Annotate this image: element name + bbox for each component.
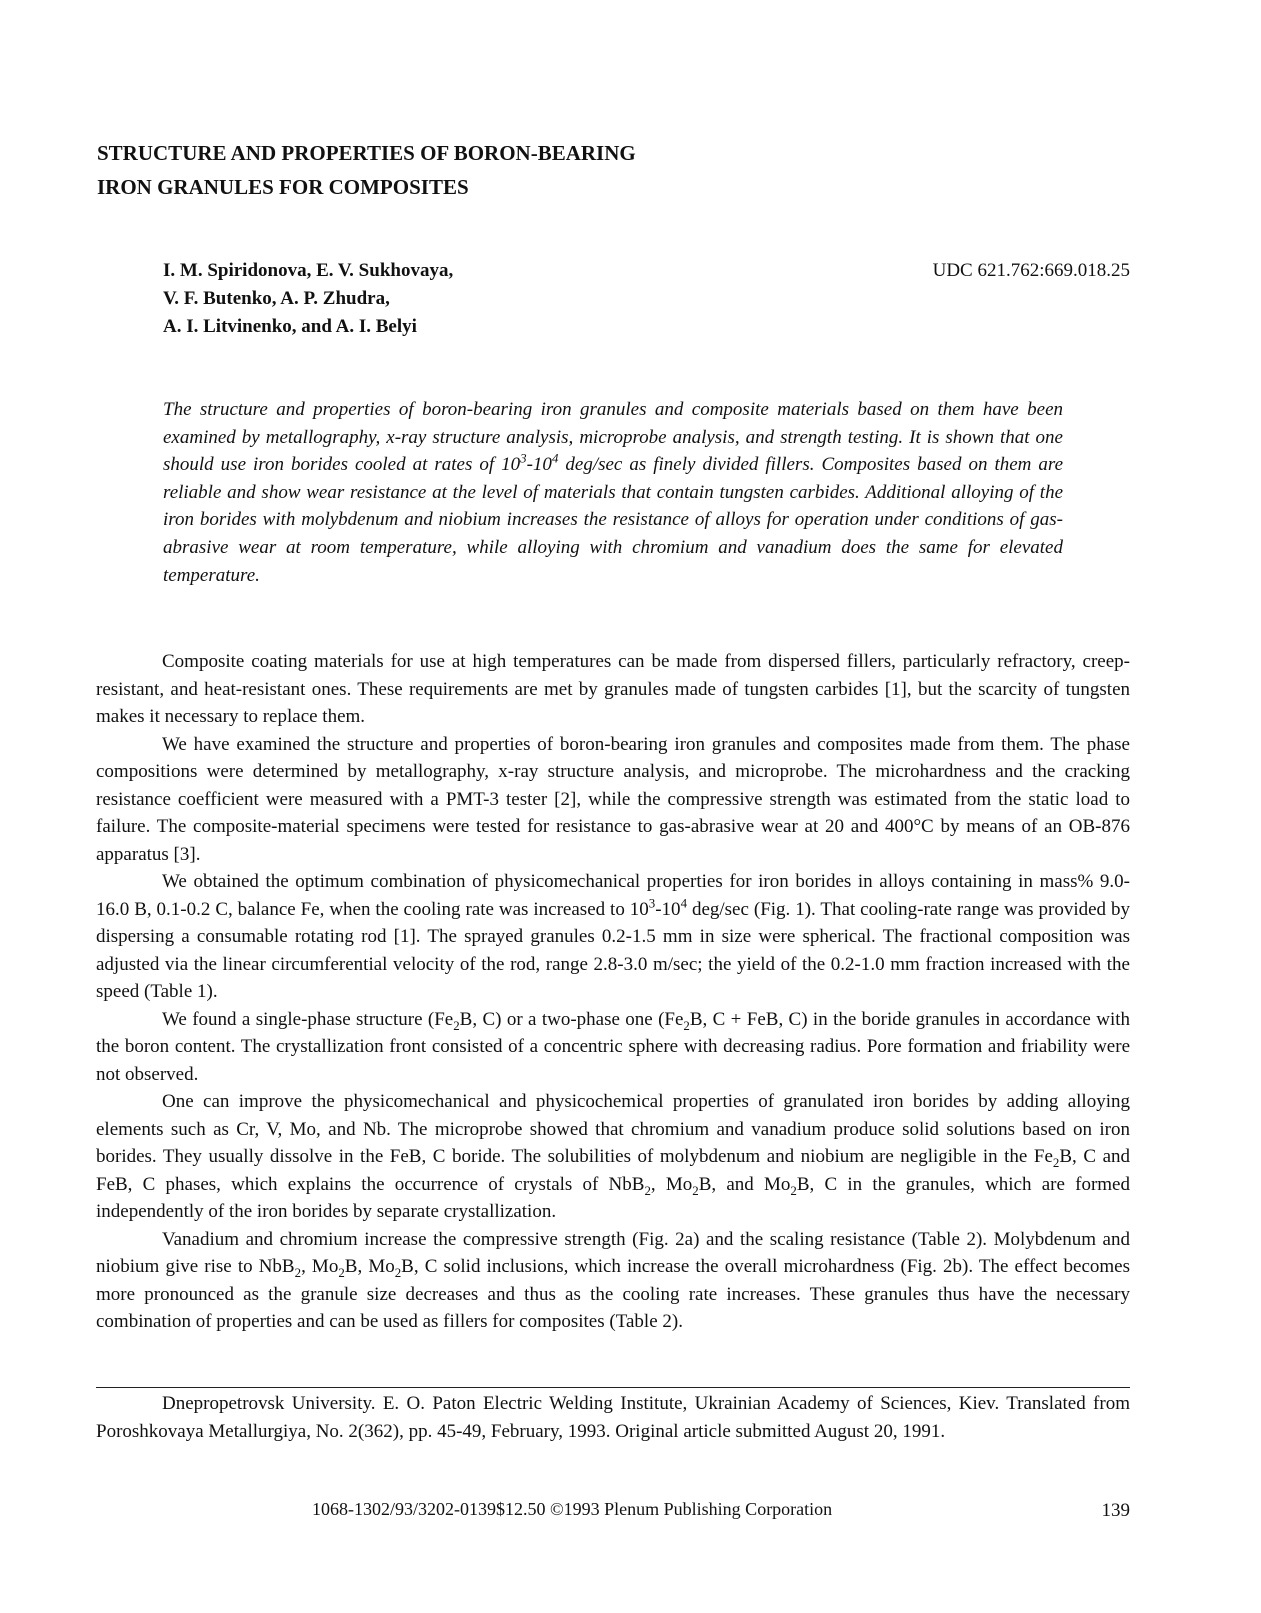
paragraph: Composite coating materials for use at high temperatures can be made from dispersed fillers, particularly refractory, creep-resistant, and heat-resistant ones. These requirements are met by granules made of tungsten carbides [1], but the scarcity of tungsten makes it necessary to replace them. xyxy=(96,651,1130,727)
paragraph: We have examined the structure and properties of boron-bearing iron granules and composites made from them. The phase compositions were determined by metallography, x-ray structure analysis, and microprobe. The microhardness and the cracking resistance coefficient were measured with a PMT-3 tester [2], while the compressive strength was estimated from the static load to failure. The composite-material specimens were tested for resistance to gas-abrasive wear at 20 and 400°C by means of an OB-876 apparatus [3]. xyxy=(96,733,1130,865)
text-run: One can improve the physicomechanical and physicochemical properties of granulated iron borides by adding alloying elements such as Cr, V, Mo, and Nb. The microprobe showed that chromium and vanadium produce solid solutions based on iron borides. They usually dissolve in the FeB, C boride. The solubilities of molybdenum and niobium are negligible in the Fe xyxy=(96,1091,1130,1167)
text-run: B, C) or a two-phase one (Fe xyxy=(459,1008,684,1030)
text-run: B, Mo xyxy=(344,1256,395,1277)
superscript: 3 xyxy=(648,895,656,911)
text-run: , Mo xyxy=(650,1173,693,1195)
footnote-divider xyxy=(96,1387,1130,1388)
paragraph xyxy=(96,1226,1130,1336)
author-line: V. F. Butenko, A. P. Zhudra, xyxy=(163,288,390,309)
abstract xyxy=(163,396,1063,589)
text-run: -10 xyxy=(655,898,681,920)
paragraph xyxy=(96,1088,1130,1226)
footnote-text: Dnepropetrovsk University. E. O. Paton Electric Welding Institute, Ukrainian Academy of Sciences, Kiev. Translated from Poroshkovaya Metallurgiya, No. 2(362), pp. 45-49, February, 1993. Original article submitted August 20, 1991. xyxy=(96,1393,1130,1442)
title-line: IRON GRANULES FOR COMPOSITES xyxy=(97,175,469,199)
subscript: 2 xyxy=(1052,1154,1060,1170)
text-run: B, C and FeB, C phases, which explains the occurrence of crystals of NbB xyxy=(96,1146,1130,1195)
affiliation-footnote xyxy=(96,1390,1130,1445)
abstract-text: The structure and properties of boron-bearing iron granules and composite materials based on them have been examined by metallography, x-ray structure analysis, microprobe analysis, and strength testing. It is shown that one should use iron borides cooled at rates of 10 xyxy=(163,399,1063,476)
title-line: STRUCTURE AND PROPERTIES OF BORON-BEARING xyxy=(97,141,636,165)
subscript: 2 xyxy=(692,1182,699,1198)
superscript: 3 xyxy=(520,450,527,466)
author-list xyxy=(163,257,763,341)
superscript: 4 xyxy=(680,895,688,911)
superscript: 4 xyxy=(551,450,559,466)
subscript: 2 xyxy=(453,1017,460,1033)
subscript: 2 xyxy=(294,1264,302,1280)
abstract-text: -10 xyxy=(526,454,552,476)
author-line: A. I. Litvinenko, and A. I. Belyi xyxy=(163,316,417,337)
paragraph xyxy=(96,1006,1130,1089)
page-number: 139 xyxy=(1101,1500,1130,1521)
subscript: 2 xyxy=(394,1264,402,1280)
text-run: We obtained the optimum combination of physicomechanical properties for iron borides in alloys containing in mass% 9.0-16.0 B, 0.1-0.2 C, balance Fe, when the cooling rate was increased to 10 xyxy=(96,871,1130,920)
paragraph xyxy=(96,868,1130,1006)
subscript: 2 xyxy=(683,1017,690,1033)
text-run: deg/sec (Fig. 1). That cooling-rate range was provided by dispersing a consumable rotating rod [1]. The sprayed granules 0.2-1.5 mm in size were spherical. The fractional composition was adjusted via the linear circumferential velocity of the rod, range 2.8-3.0 m/sec; the yield of the 0.2-1.0 mm fraction increased with the speed (Table 1). xyxy=(96,898,1130,1002)
copyright-line: 1068-1302/93/3202-0139$12.50 ©1993 Plenum Publishing Corporation xyxy=(312,1499,833,1519)
article-title xyxy=(97,136,997,204)
subscript: 2 xyxy=(338,1264,345,1280)
text-run: B, C solid inclusions, which increase the overall microhardness (Fig. 2b). The effect becomes more pronounced as the granule size decreases and thus as the cooling rate increases. These granules thus have the necessary combination of properties and can be used as fillers for composites (Table 2). xyxy=(96,1256,1130,1332)
subscript: 2 xyxy=(644,1182,651,1198)
subscript: 2 xyxy=(790,1182,797,1198)
author-line: I. M. Spiridonova, E. V. Sukhovaya, xyxy=(163,260,454,281)
udc-code: UDC 621.762:669.018.25 xyxy=(932,260,1130,281)
text-run: B, C in the granules, which are formed independently of the iron borides by separate crystallization. xyxy=(96,1173,1130,1222)
abstract-text: deg/sec as finely divided fillers. Composites based on them are reliable and show wear resistance at the level of materials that contain tungsten carbides. Additional alloying of the iron borides with molybdenum and niobium increases the resistance of alloys for operation under conditions of gas-abrasive wear at room temperature, while alloying with chromium and vanadium does the same for elevated temperature. xyxy=(163,454,1063,586)
text-run: Vanadium and chromium increase the compressive strength (Fig. 2a) and the scaling resistance (Table 2). Molybdenum and niobium give rise to NbB xyxy=(96,1228,1130,1277)
article-body xyxy=(96,648,1130,1336)
text-run: B, and Mo xyxy=(698,1173,791,1195)
text-run: We found a single-phase structure (Fe xyxy=(162,1008,454,1030)
text-run: B, C + FeB, C) in the boride granules in accordance with the boron content. The crystallization front consisted of a concentric sphere with decreasing radius. Pore formation and friability were not observed. xyxy=(96,1008,1130,1085)
text-run: , Mo xyxy=(301,1256,339,1277)
